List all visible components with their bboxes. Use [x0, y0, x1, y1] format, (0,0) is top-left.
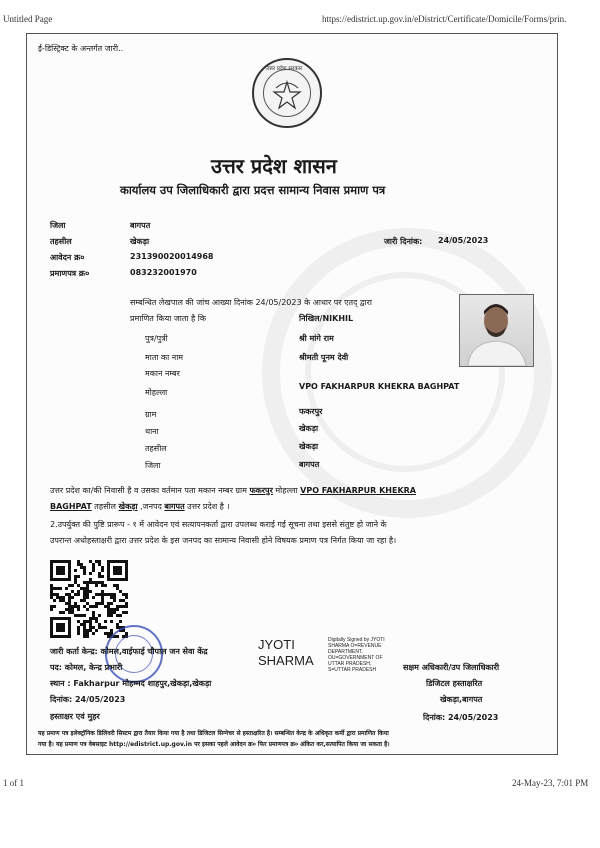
office-title: कार्यालय उप जिलाधिकारी द्वारा प्रदत्त सामान्य निवास प्रमाण पत्र [120, 183, 386, 197]
district-label: जिला [50, 221, 66, 230]
district2-label: जिला [145, 461, 161, 470]
print-timestamp: 24-May-23, 7:01 PM [512, 778, 589, 788]
qr-code-icon [50, 560, 128, 638]
applicant-name: निखिल/NIKHIL [299, 314, 354, 323]
issuer-post: पद: कोमल, केन्द्र प्रभारी [50, 663, 123, 672]
application-number: 231390020014968 [130, 252, 214, 261]
footer-line-1: यह प्रमाण पत्र इलेक्ट्रॉनिक डिलिवरी सिस्टम द्वारा तैयार किया गया है तथा डिजिटल सिग्नेचर से हस्ताक्षरित है। सम्बन्धित केन्द्र के अधिकृत कर्मी द्वारा प्रमाणित किया [38, 730, 389, 737]
government-heading: उत्तर प्रदेश शासन [211, 154, 337, 178]
sign-and-seal-label: हस्ताक्षर एवं मुहर [50, 712, 100, 721]
certified-label: प्रमाणित किया जाता है कि [130, 314, 207, 323]
footer-line-2: गया है। यह प्रमाण पत्र वेबसाइट http://edistrict.up.gov.in पर इसका पहले आवेदन क्र० फिर प्रमाणपत्र क्र० अंकित कर,सत्यापित किया जा सकता है। [38, 741, 390, 748]
mother-name: श्रीमती पूनम देवी [299, 353, 349, 362]
tehsil2-label: तहसील [145, 444, 167, 453]
signer-name: JYOTI SHARMA [258, 637, 314, 668]
authority-date: दिनांक: 24/05/2023 [423, 713, 499, 722]
issue-date-label: जारी दिनांक: [384, 237, 423, 246]
edistrict-line: ई-डिस्ट्रिक्ट के अन्तर्गत जारी.. [38, 44, 124, 53]
residence-paragraph: उत्तर प्रदेश का/की निवासी है व उसका वर्तमान पता मकान नम्बर ग्राम फकरपुर मोहल्ला VPO FAKHARPUR KHEKRA [50, 486, 416, 495]
print-page-title: Untitled Page [3, 14, 53, 24]
confirmation-paragraph-line1: 2.उपर्युक्त की पुष्टि प्रारूप - १ में आवेदन एवं सत्यापनकर्ता द्वारा उपलब्ध कराई गई सूचना तथा इससे संतुष्ट हो जाने के [50, 520, 387, 529]
issue-date-value: 24/05/2023 [438, 236, 489, 245]
issuer-center: जारी कर्ता केन्द्र: कोमल,वाईफाई चौपाल जन सेवा केंद्र [50, 647, 208, 656]
print-page-count: 1 of 1 [3, 778, 24, 788]
district-value: बागपत [130, 221, 151, 230]
house-label: मकान नम्बर [145, 369, 180, 378]
verification-qr-code [50, 560, 128, 638]
intro-line: सम्बन्धित लेखपाल की जांच आख्या दिनांक 24/05/2023 के आधार पर एतद् द्वारा [130, 298, 372, 307]
confirmation-paragraph-line2: उपरान्त अधोहस्ताक्षरी द्वारा उत्तर प्रदेश के इस जनपद का सामान्य निवासी होने विषयक प्रमाण पत्र निर्गत किया जा रहा है। [50, 536, 397, 545]
certificate-footer [38, 728, 558, 750]
person-photo-icon [460, 295, 533, 366]
authority-place: खेकड़ा,बागपत [440, 695, 483, 704]
digital-signatory-label: डिजिटल हस्ताक्षरित [426, 679, 483, 688]
residence-paragraph-line2: BAGHPAT तहसील खेकड़ा ,जनपद बागपत उत्तर प्रदेश है । [50, 502, 230, 511]
authority-title: सक्षम अधिकारी/उप जिलाधिकारी [403, 663, 500, 672]
tehsil-value: खेकड़ा [130, 237, 150, 246]
issuer-date: दिनांक: 24/05/2023 [50, 695, 126, 704]
police-station-label: थाना [145, 427, 159, 436]
locality-label: मोहल्ला [145, 388, 168, 397]
applicant-photo [459, 294, 534, 367]
tehsil2-value: खेकड़ा [299, 442, 319, 451]
issuer-place: स्थान : Fakharpur मोहम्मद शाहपुर,खेकड़ा,खेकड़ा [50, 679, 212, 688]
seal-emblem-icon [270, 80, 304, 110]
print-url: https://edistrict.up.gov.in/eDistrict/Certificate/Domicile/Forms/prin. [322, 14, 567, 24]
father-name: श्री मांगे राम [299, 334, 334, 343]
certificate-number: 083232001970 [130, 268, 197, 277]
tehsil-label: तहसील [50, 237, 72, 246]
village-value: फकरपुर [299, 407, 323, 416]
application-label: आवेदन क्र० [50, 253, 85, 262]
mother-label: माता का नाम [145, 353, 184, 362]
district2-value: बागपत [299, 460, 320, 469]
seal-text: उत्तर प्रदेश सरकार [266, 66, 303, 72]
son-of-label: पुत्र/पुत्री [145, 334, 168, 343]
locality-value: VPO FAKHARPUR KHEKRA BAGHPAT [299, 382, 460, 391]
police-station-value: खेकड़ा [299, 424, 319, 433]
village-label: ग्राम [145, 410, 157, 419]
certificate-number-label: प्रमाणपत्र क्र० [50, 269, 90, 278]
digital-signature-details: Digitally Signed by JYOTI SHARMA O=REVENUE DEPARTMENT, OU=GOVERNMENT OF UTTAR PRADESH, S=UTTAR PRADESH [328, 637, 385, 673]
